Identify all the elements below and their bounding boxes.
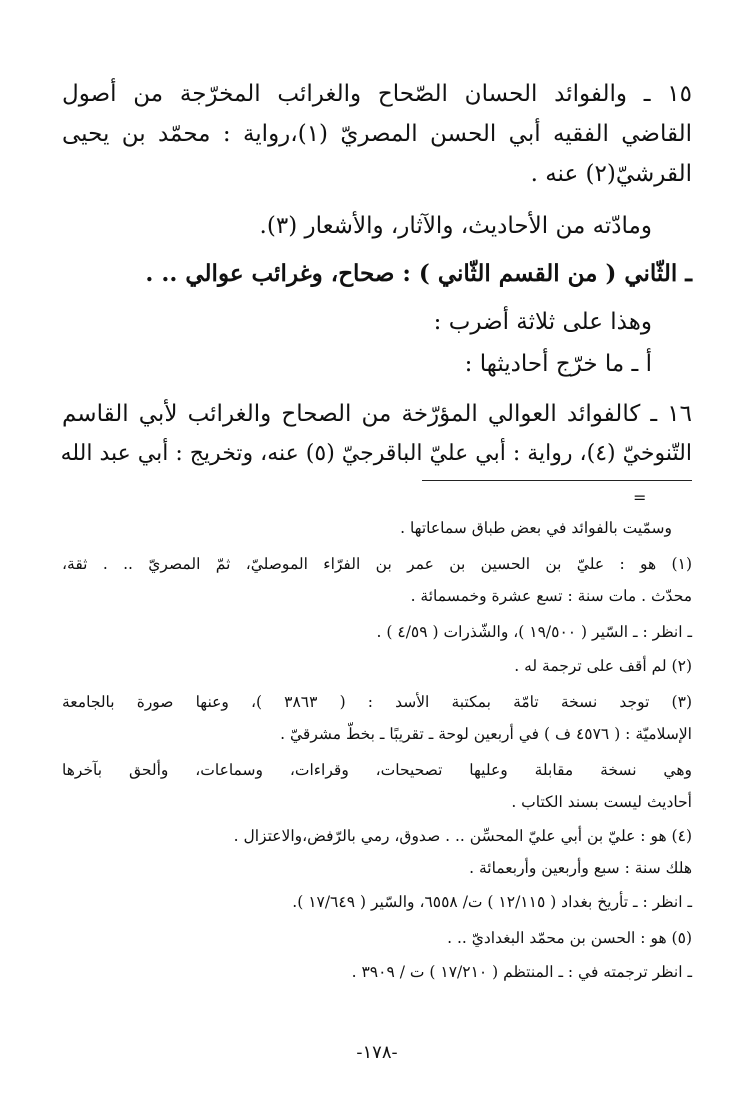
entry-15-line-2: القاضي الفقيه أبي الحسن المصريّ (١)،رواية : محمّد بن يحيى	[62, 121, 693, 147]
footnote-1-reference: ـ انظر : ـ السّير ( ١٩/٥٠٠ )، والشّذرات ( ٤/٥٩ ) .	[376, 623, 692, 641]
footnote-2: (٢) لم أقف على ترجمة له .	[514, 657, 692, 675]
footnote-4-line-1: (٤) هو : عليّ بن أبي عليّ المحسِّن .. . صدوق، رمي بالرّفض،والاعتزال .	[233, 827, 692, 845]
entry-15-content-line: ومادّته من الأحاديث، والآثار، والأشعار (٣).	[259, 213, 652, 239]
footnote-3-line-2: الإسلاميّة : ( ٤٥٧٦ ف ) في أربعين لوحة ـ تقريبًا ـ بخطّ مشرقيّ .	[280, 725, 692, 743]
footnote-1-line-1: (١) هو : عليّ بن الحسين بن عمر بن الفرّاء الموصليّ، ثمّ المصريّ .. . ثقة،	[62, 555, 692, 573]
footnote-4-reference: ـ انظر : ـ تأريخ بغداد ( ١٢/١١٥ ) ت/ ٦٥٥٨، والسّير ( ١٧/٦٤٩ ).	[292, 893, 692, 911]
division-intro-line: وهذا على ثلاثة أضرب :	[433, 309, 652, 335]
footnote-divider	[422, 480, 692, 481]
footnote-5-reference: ـ انظر ترجمته في : ـ المنتظم ( ١٧/٢١٠ ) ت / ٣٩٠٩ .	[351, 963, 692, 981]
footnote-continuation-mark: =	[633, 488, 647, 507]
footnote-3-line-3: وهي نسخة مقابلة وعليها تصحيحات، وقراءات، وسماعات، وألحق بآخرها	[62, 761, 692, 779]
page-number: -١٧٨-	[356, 1042, 398, 1063]
entry-15-line-3: القرشيّ(٢) عنه .	[530, 161, 692, 187]
entry-16-line-2: التّنوخيّ (٤)، رواية : أبي عليّ الباقرجيّ (٥) عنه، وتخريج : أبي عبد الله	[60, 441, 692, 466]
footnote-5-line-1: (٥) هو : الحسن بن محمّد البغداديّ .. .	[447, 929, 692, 947]
footnote-4-line-2: هلك سنة : سبع وأربعين وأربعمائة .	[469, 859, 692, 877]
entry-15-line-1: ١٥ ـ والفوائد الحسان الصّحاح والغرائب المخرّجة من أصول	[62, 81, 692, 107]
footnote-3-line-1: (٣) توجد نسخة تامّة بمكتبة الأسد : ( ٣٨٦٣ )، وعنها صورة بالجامعة	[62, 693, 692, 711]
section-heading: ـ الثّاني ( من القسم الثّاني ) : صحاح، وغرائب عوالي .. .	[145, 260, 692, 287]
footnote-1-line-2: محدّث . مات سنة : تسع عشرة وخمسمائة .	[410, 587, 692, 605]
footnote-3-line-4: أحاديث ليست بسند الكتاب .	[511, 793, 692, 811]
subsection-a-line: أ ـ ما خرّج أحاديثها :	[464, 351, 652, 377]
footnote-line: وسمّيت بالفوائد في بعض طباق سماعاتها .	[400, 519, 672, 537]
entry-16-line-1: ١٦ ـ كالفوائد العوالي المؤرّخة من الصحاح والغرائب لأبي القاسم	[62, 401, 692, 427]
